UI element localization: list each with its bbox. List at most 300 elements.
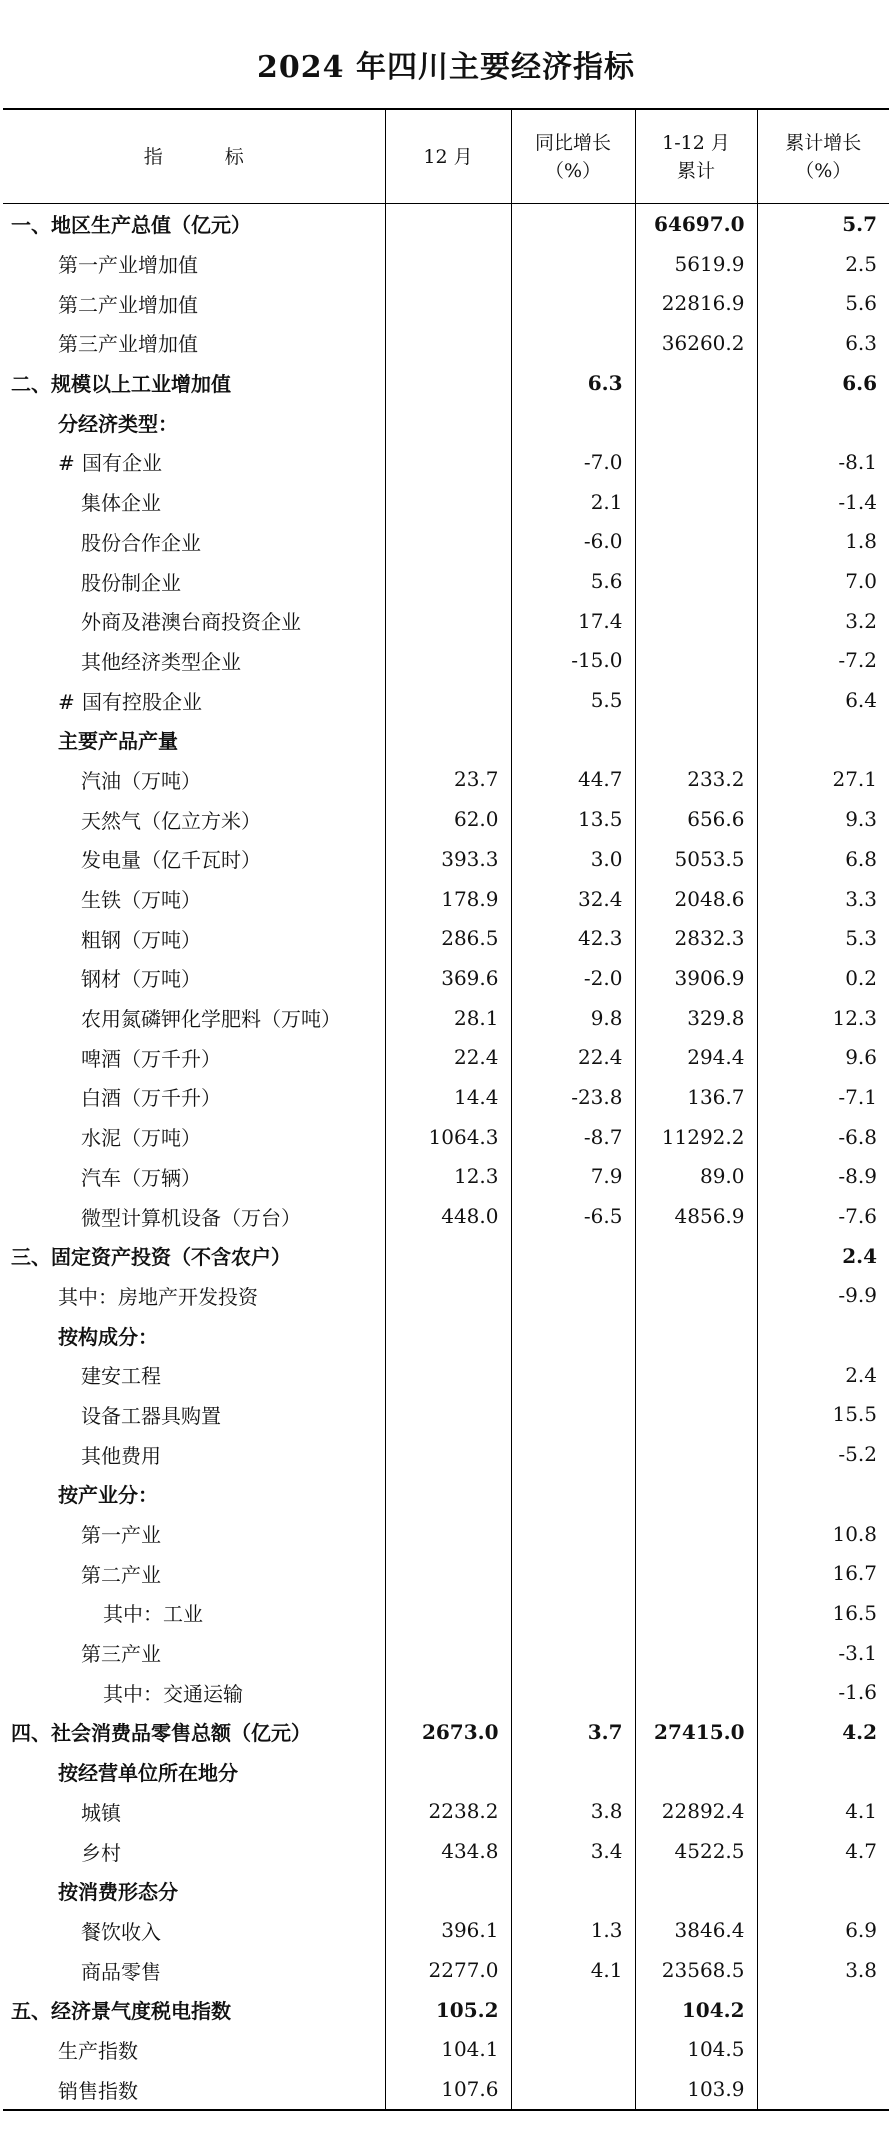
yoy-growth-value: 44.7 <box>511 760 635 800</box>
cumulative-value <box>635 1593 757 1633</box>
yoy-growth-value <box>511 1276 635 1316</box>
row-label: 主要产品产量 <box>58 729 178 754</box>
december-value: 1064.3 <box>385 1117 511 1157</box>
cumulative-growth-value: 0.2 <box>757 958 889 998</box>
december-value: 107.6 <box>385 2069 511 2110</box>
row-label: 国有企业 <box>82 451 162 476</box>
december-value: 2238.2 <box>385 1792 511 1832</box>
row-label-cell <box>3 760 385 800</box>
row-label: 集体企业 <box>81 491 161 516</box>
row-label-cell <box>3 1157 385 1197</box>
cumulative-value: 36260.2 <box>635 323 757 363</box>
table-header-row <box>3 109 889 204</box>
december-value <box>385 1871 511 1911</box>
cumulative-growth-value: 6.4 <box>757 680 889 720</box>
cumulative-value: 2832.3 <box>635 918 757 958</box>
december-value <box>385 442 511 482</box>
december-value: 393.3 <box>385 839 511 879</box>
cumulative-growth-value <box>757 1871 889 1911</box>
row-label-cell <box>3 1196 385 1236</box>
row-label-cell <box>3 1474 385 1514</box>
table-row <box>3 402 889 442</box>
yoy-growth-value <box>511 1236 635 1276</box>
row-label-cell <box>3 601 385 641</box>
table-row <box>3 1712 889 1752</box>
cumulative-value: 233.2 <box>635 760 757 800</box>
cumulative-growth-value: 2.4 <box>757 1355 889 1395</box>
yoy-growth-value <box>511 1434 635 1474</box>
table-row <box>3 641 889 681</box>
cumulative-growth-value: 2.4 <box>757 1236 889 1276</box>
row-label-cell <box>3 1752 385 1792</box>
row-label: 第三产业增加值 <box>58 332 198 357</box>
cumulative-growth-value: -1.4 <box>757 482 889 522</box>
row-label-cell <box>3 1911 385 1951</box>
row-label: 白酒（万千升） <box>81 1086 221 1111</box>
december-value <box>385 244 511 284</box>
december-value <box>385 1752 511 1792</box>
row-label: 一、地区生产总值（亿元） <box>11 213 251 238</box>
cumulative-value <box>635 641 757 681</box>
cumulative-value: 27415.0 <box>635 1712 757 1752</box>
row-label-cell <box>3 244 385 284</box>
december-value: 369.6 <box>385 958 511 998</box>
yoy-growth-value <box>511 244 635 284</box>
table-row <box>3 839 889 879</box>
cumulative-growth-value: 15.5 <box>757 1395 889 1435</box>
header-month <box>385 109 511 204</box>
december-value: 28.1 <box>385 998 511 1038</box>
yoy-growth-value: -23.8 <box>511 1077 635 1117</box>
row-label: 其中：工业 <box>103 1602 203 1627</box>
cumulative-value: 22892.4 <box>635 1792 757 1832</box>
table-row <box>3 1196 889 1236</box>
row-label-cell <box>3 1792 385 1832</box>
indicator-table <box>3 108 889 2111</box>
december-value: 12.3 <box>385 1157 511 1197</box>
yoy-growth-value: 22.4 <box>511 1037 635 1077</box>
cumulative-value: 104.5 <box>635 2030 757 2070</box>
yoy-growth-value: 1.3 <box>511 1911 635 1951</box>
row-label: 外商及港澳台商投资企业 <box>81 610 301 635</box>
table-row <box>3 958 889 998</box>
row-label: 啤酒（万千升） <box>81 1046 221 1071</box>
yoy-growth-value <box>511 1672 635 1712</box>
cumulative-value: 136.7 <box>635 1077 757 1117</box>
row-label-cell <box>3 958 385 998</box>
row-label-cell <box>3 641 385 681</box>
december-value <box>385 1315 511 1355</box>
row-label: 汽车（万辆） <box>81 1165 201 1190</box>
cumulative-value: 64697.0 <box>635 204 757 244</box>
row-label-cell <box>3 1315 385 1355</box>
row-label-cell <box>3 1593 385 1633</box>
row-label-cell <box>3 402 385 442</box>
yoy-growth-value <box>511 1871 635 1911</box>
table-row <box>3 760 889 800</box>
table-row <box>3 1950 889 1990</box>
row-label-cell <box>3 1236 385 1276</box>
row-label-cell <box>3 1395 385 1435</box>
yoy-growth-value: 7.9 <box>511 1157 635 1197</box>
header-cumulative-line1: 1-12 月 <box>662 131 730 154</box>
yoy-growth-value: 9.8 <box>511 998 635 1038</box>
row-label: 水泥（万吨） <box>81 1126 201 1151</box>
yoy-growth-value <box>511 1315 635 1355</box>
table-row <box>3 1474 889 1514</box>
yoy-growth-value: -2.0 <box>511 958 635 998</box>
row-label: 股份合作企业 <box>81 530 201 555</box>
cumulative-value: 4522.5 <box>635 1831 757 1871</box>
december-value: 286.5 <box>385 918 511 958</box>
row-label-cell <box>3 720 385 760</box>
yoy-growth-value: 32.4 <box>511 879 635 919</box>
cumulative-value <box>635 1276 757 1316</box>
row-label: 第一产业增加值 <box>58 253 198 278</box>
cumulative-value <box>635 522 757 562</box>
december-value: 434.8 <box>385 1831 511 1871</box>
yoy-growth-value <box>511 283 635 323</box>
yoy-growth-value <box>511 1633 635 1673</box>
row-label: 商品零售 <box>81 1959 161 1984</box>
header-yoy-line2: （%） <box>544 159 602 182</box>
december-value <box>385 204 511 244</box>
row-label-cell <box>3 1633 385 1673</box>
row-label-cell <box>3 1553 385 1593</box>
row-label-cell <box>3 323 385 363</box>
row-label: 股份制企业 <box>81 570 181 595</box>
row-label: 生铁（万吨） <box>81 888 201 913</box>
table-row <box>3 363 889 403</box>
header-cumulative-growth <box>757 109 889 204</box>
december-value: 62.0 <box>385 799 511 839</box>
header-yoy-line1: 同比增长 <box>534 131 611 154</box>
yoy-growth-value: 3.8 <box>511 1792 635 1832</box>
cumulative-value: 656.6 <box>635 799 757 839</box>
row-label: 按产业分： <box>58 1483 158 1508</box>
december-value <box>385 1434 511 1474</box>
cumulative-value: 294.4 <box>635 1037 757 1077</box>
table-row <box>3 323 889 363</box>
cumulative-growth-value: 1.8 <box>757 522 889 562</box>
yoy-growth-value <box>511 1553 635 1593</box>
cumulative-value: 5619.9 <box>635 244 757 284</box>
table-row <box>3 482 889 522</box>
yoy-growth-value <box>511 204 635 244</box>
december-value <box>385 1276 511 1316</box>
yoy-growth-value <box>511 323 635 363</box>
row-label-cell <box>3 1871 385 1911</box>
row-label: 钢材（万吨） <box>81 967 201 992</box>
table-row <box>3 1553 889 1593</box>
yoy-growth-value: 3.0 <box>511 839 635 879</box>
yoy-growth-value <box>511 720 635 760</box>
hash-marker: # <box>58 451 75 476</box>
cumulative-growth-value: 2.5 <box>757 244 889 284</box>
december-value <box>385 363 511 403</box>
december-value: 448.0 <box>385 1196 511 1236</box>
december-value <box>385 1355 511 1395</box>
december-value: 396.1 <box>385 1911 511 1951</box>
table-row <box>3 1037 889 1077</box>
cumulative-growth-value: -7.2 <box>757 641 889 681</box>
table-row <box>3 1871 889 1911</box>
yoy-growth-value <box>511 1990 635 2030</box>
yoy-growth-value: 13.5 <box>511 799 635 839</box>
cumulative-value <box>635 1474 757 1514</box>
cumulative-growth-value: 5.7 <box>757 204 889 244</box>
cumulative-value <box>635 1633 757 1673</box>
table-row <box>3 1990 889 2030</box>
table-row <box>3 720 889 760</box>
cumulative-value: 104.2 <box>635 1990 757 2030</box>
header-cumulative-growth-line1: 累计增长 <box>785 131 862 154</box>
row-label-cell <box>3 522 385 562</box>
december-value <box>385 1593 511 1633</box>
cumulative-value <box>635 1315 757 1355</box>
header-cumulative-growth-line2: （%） <box>795 159 852 182</box>
row-label-cell <box>3 918 385 958</box>
yoy-growth-value <box>511 1474 635 1514</box>
row-label-cell <box>3 204 385 244</box>
december-value: 178.9 <box>385 879 511 919</box>
cumulative-growth-value: 4.1 <box>757 1792 889 1832</box>
row-label-cell <box>3 1831 385 1871</box>
table-row <box>3 918 889 958</box>
header-month-label: 12 月 <box>423 145 473 168</box>
row-label: 五、经济景气度税电指数 <box>11 1999 231 2024</box>
table-row <box>3 2030 889 2070</box>
yoy-growth-value <box>511 2030 635 2070</box>
cumulative-growth-value <box>757 402 889 442</box>
cumulative-value: 5053.5 <box>635 839 757 879</box>
cumulative-value <box>635 1553 757 1593</box>
cumulative-value <box>635 482 757 522</box>
cumulative-growth-value: 4.2 <box>757 1712 889 1752</box>
row-label: 天然气（亿立方米） <box>81 808 261 833</box>
yoy-growth-value: 4.1 <box>511 1950 635 1990</box>
row-label-cell <box>3 2069 385 2110</box>
december-value: 22.4 <box>385 1037 511 1077</box>
cumulative-growth-value: 3.8 <box>757 1950 889 1990</box>
row-label: 第二产业增加值 <box>58 292 198 317</box>
yoy-growth-value: 17.4 <box>511 601 635 641</box>
december-value <box>385 561 511 601</box>
row-label: 第二产业 <box>81 1562 161 1587</box>
cumulative-value <box>635 402 757 442</box>
row-label: 二、规模以上工业增加值 <box>11 372 231 397</box>
row-label: 分经济类型： <box>58 411 178 436</box>
row-label-cell <box>3 799 385 839</box>
yoy-growth-value: 3.7 <box>511 1712 635 1752</box>
cumulative-growth-value: 6.9 <box>757 1911 889 1951</box>
cumulative-growth-value <box>757 1474 889 1514</box>
december-value <box>385 1633 511 1673</box>
yoy-growth-value <box>511 1752 635 1792</box>
december-value <box>385 601 511 641</box>
row-label: 城镇 <box>81 1800 121 1825</box>
table-row <box>3 1514 889 1554</box>
cumulative-value <box>635 363 757 403</box>
table-body <box>3 204 889 2111</box>
december-value <box>385 323 511 363</box>
cumulative-growth-value <box>757 1752 889 1792</box>
table-row <box>3 1434 889 1474</box>
row-label-cell <box>3 1950 385 1990</box>
table-row <box>3 1752 889 1792</box>
table-row <box>3 1672 889 1712</box>
cumulative-growth-value: -7.6 <box>757 1196 889 1236</box>
cumulative-value <box>635 680 757 720</box>
cumulative-growth-value: 27.1 <box>757 760 889 800</box>
yoy-growth-value: 5.5 <box>511 680 635 720</box>
cumulative-growth-value: 12.3 <box>757 998 889 1038</box>
december-value <box>385 1395 511 1435</box>
row-label: 其中：交通运输 <box>103 1681 243 1706</box>
december-value <box>385 720 511 760</box>
cumulative-growth-value: 6.6 <box>757 363 889 403</box>
december-value: 23.7 <box>385 760 511 800</box>
hash-marker: # <box>58 689 75 714</box>
cumulative-growth-value: 7.0 <box>757 561 889 601</box>
header-cumulative-line2: 累计 <box>676 159 715 182</box>
table-row <box>3 1117 889 1157</box>
table-row <box>3 1077 889 1117</box>
december-value <box>385 680 511 720</box>
table-row <box>3 1633 889 1673</box>
row-label-cell <box>3 2030 385 2070</box>
cumulative-value: 89.0 <box>635 1157 757 1197</box>
cumulative-growth-value: -1.6 <box>757 1672 889 1712</box>
row-label-cell <box>3 839 385 879</box>
cumulative-growth-value: 16.5 <box>757 1593 889 1633</box>
row-label: 其中：房地产开发投资 <box>58 1284 258 1309</box>
row-label-cell <box>3 1672 385 1712</box>
cumulative-value <box>635 1355 757 1395</box>
yoy-growth-value <box>511 402 635 442</box>
row-label: 其他费用 <box>81 1443 161 1468</box>
row-label-cell <box>3 561 385 601</box>
row-label-cell <box>3 1077 385 1117</box>
cumulative-growth-value <box>757 720 889 760</box>
yoy-growth-value: 5.6 <box>511 561 635 601</box>
table-row <box>3 1792 889 1832</box>
table-row <box>3 1911 889 1951</box>
cumulative-growth-value: -9.9 <box>757 1276 889 1316</box>
row-label: 设备工器具购置 <box>81 1403 221 1428</box>
row-label-cell <box>3 442 385 482</box>
december-value <box>385 283 511 323</box>
cumulative-value: 3846.4 <box>635 1911 757 1951</box>
row-label-cell <box>3 1037 385 1077</box>
row-label: 乡村 <box>81 1840 121 1865</box>
table-row <box>3 601 889 641</box>
cumulative-value <box>635 720 757 760</box>
cumulative-value <box>635 1672 757 1712</box>
cumulative-growth-value <box>757 2030 889 2070</box>
cumulative-growth-value: 5.6 <box>757 283 889 323</box>
yoy-growth-value <box>511 1395 635 1435</box>
december-value: 104.1 <box>385 2030 511 2070</box>
table-row <box>3 680 889 720</box>
cumulative-growth-value: 3.2 <box>757 601 889 641</box>
table-row <box>3 879 889 919</box>
table-row <box>3 998 889 1038</box>
cumulative-growth-value: 5.3 <box>757 918 889 958</box>
cumulative-value <box>635 1514 757 1554</box>
cumulative-value <box>635 561 757 601</box>
december-value <box>385 402 511 442</box>
row-label-cell <box>3 1990 385 2030</box>
table-row <box>3 1276 889 1316</box>
table-row <box>3 244 889 284</box>
cumulative-value: 3906.9 <box>635 958 757 998</box>
row-label: 四、社会消费品零售总额（亿元） <box>11 1721 311 1746</box>
row-label-cell <box>3 363 385 403</box>
cumulative-value <box>635 1236 757 1276</box>
cumulative-value <box>635 442 757 482</box>
table-row <box>3 283 889 323</box>
cumulative-growth-value: 3.3 <box>757 879 889 919</box>
cumulative-value <box>635 1752 757 1792</box>
table-row <box>3 442 889 482</box>
cumulative-value <box>635 1434 757 1474</box>
cumulative-growth-value: 9.6 <box>757 1037 889 1077</box>
table-row <box>3 204 889 244</box>
row-label-cell <box>3 1276 385 1316</box>
cumulative-growth-value <box>757 1990 889 2030</box>
cumulative-growth-value: 10.8 <box>757 1514 889 1554</box>
cumulative-value: 2048.6 <box>635 879 757 919</box>
row-label: 按消费形态分 <box>58 1880 178 1905</box>
row-label: 三、固定资产投资（不含农户） <box>11 1245 291 1270</box>
yoy-growth-value <box>511 2069 635 2110</box>
row-label-cell <box>3 1712 385 1752</box>
header-indicator-char-1: 指 <box>143 145 163 168</box>
row-label: 按构成分： <box>58 1324 158 1349</box>
december-value <box>385 1514 511 1554</box>
december-value <box>385 1553 511 1593</box>
cumulative-growth-value: -5.2 <box>757 1434 889 1474</box>
december-value <box>385 1672 511 1712</box>
cumulative-growth-value: -8.1 <box>757 442 889 482</box>
row-label: 国有控股企业 <box>82 689 202 714</box>
cumulative-value <box>635 1395 757 1435</box>
table-row <box>3 1157 889 1197</box>
row-label: 粗钢（万吨） <box>81 927 201 952</box>
cumulative-growth-value <box>757 2069 889 2110</box>
yoy-growth-value <box>511 1355 635 1395</box>
cumulative-value: 22816.9 <box>635 283 757 323</box>
row-label: 微型计算机设备（万台） <box>81 1205 301 1230</box>
yoy-growth-value: 42.3 <box>511 918 635 958</box>
row-label-cell <box>3 1355 385 1395</box>
table-row <box>3 1831 889 1871</box>
row-label: 销售指数 <box>58 2078 138 2103</box>
cumulative-value: 11292.2 <box>635 1117 757 1157</box>
table-row <box>3 1315 889 1355</box>
header-indicator-char-2: 标 <box>224 145 244 168</box>
cumulative-growth-value: -7.1 <box>757 1077 889 1117</box>
cumulative-growth-value: 6.3 <box>757 323 889 363</box>
row-label-cell <box>3 879 385 919</box>
row-label-cell <box>3 1434 385 1474</box>
row-label-cell <box>3 283 385 323</box>
header-yoy <box>511 109 635 204</box>
december-value: 2673.0 <box>385 1712 511 1752</box>
row-label: 其他经济类型企业 <box>81 649 241 674</box>
december-value: 14.4 <box>385 1077 511 1117</box>
